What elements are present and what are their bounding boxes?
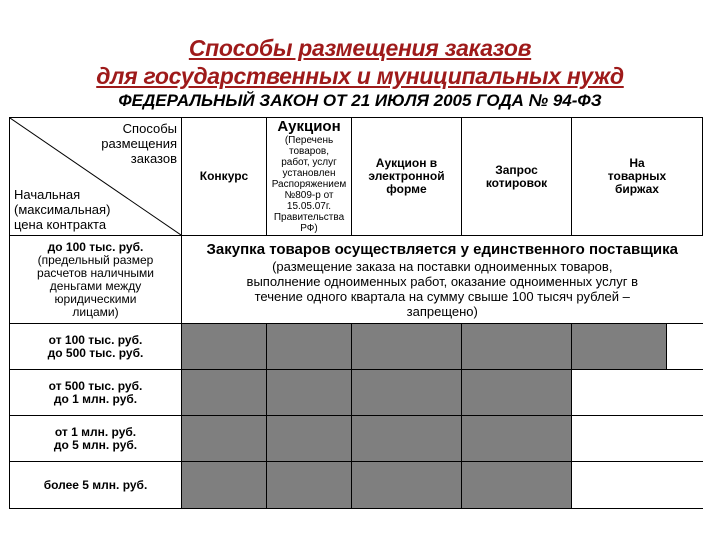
header-konkurs: Конкурс (182, 118, 267, 236)
row-label-line: от 100 тыс. руб. (48, 332, 143, 347)
auction-note-line: работ, услуг (281, 157, 337, 168)
electronic-auction-line: Аукцион в (375, 156, 438, 170)
row-label-line: до 1 млн. руб. (53, 391, 138, 406)
row-label-1m-5m (10, 416, 182, 462)
cell-konkurs (182, 324, 267, 370)
row-label-line: до 500 тыс. руб. (47, 345, 144, 360)
single-supplier-line: запрещено) (406, 303, 478, 319)
exchanges-line: товарных (607, 169, 667, 183)
row-label-line: от 1 млн. руб. (54, 424, 137, 439)
cell-auction (267, 370, 352, 416)
title-line-1: Способы размещения заказов (188, 35, 532, 61)
quotation-line: Запрос (495, 162, 538, 177)
cell-quotation-request (462, 324, 572, 370)
cell-konkurs (182, 370, 267, 416)
corner-methods-line: размещения (101, 136, 177, 151)
row-label-line: лицами) (72, 304, 119, 319)
electronic-auction-line: электронной (368, 169, 445, 183)
single-supplier-line: течение одного квартала на сумму свыше 100 тысяч рублей – (254, 288, 630, 304)
row-label-line: юридическими (54, 291, 137, 306)
header-exchanges (572, 118, 703, 236)
auction-note-line: 15.05.07г. (286, 201, 332, 212)
electronic-auction-line: форме (386, 182, 427, 196)
row-label-line: до 5 млн. руб. (53, 437, 138, 452)
header-row (10, 118, 703, 236)
row-over-5m (10, 462, 703, 509)
header-electronic-auction (352, 118, 462, 236)
cell-empty (667, 324, 703, 370)
exchanges-line: биржах (615, 182, 659, 196)
auction-note-line: Распоряжением (271, 179, 347, 190)
single-supplier-cell (182, 236, 703, 324)
corner-header-cell (10, 118, 182, 236)
header-auction (267, 118, 352, 236)
row-label-line: более 5 млн. руб. (43, 477, 148, 492)
cell-empty (572, 462, 703, 509)
auction-note-line: Правительства (273, 212, 345, 223)
cell-electronic-auction (352, 324, 462, 370)
row-label-line: (предельный размер (37, 252, 154, 267)
cell-auction (267, 462, 352, 509)
row-label-line: деньгами между (49, 278, 142, 293)
single-supplier-title: Закупка товаров осуществляется у единственного поставщика (206, 240, 678, 258)
cell-auction (267, 324, 352, 370)
auction-note-line: №809-р от (284, 190, 334, 201)
cell-auction (267, 416, 352, 462)
row-500k-1m (10, 370, 703, 416)
cell-empty (572, 416, 703, 462)
corner-methods-line: Способы (122, 121, 177, 136)
corner-price-line: цена контракта (14, 217, 107, 232)
cell-electronic-auction (352, 370, 462, 416)
cell-electronic-auction (352, 416, 462, 462)
quotation-line: котировок (485, 175, 548, 190)
cell-quotation-request (462, 370, 572, 416)
corner-price-line: (максимальная) (14, 202, 111, 217)
row-label-under-100k (10, 236, 182, 324)
cell-konkurs (182, 462, 267, 509)
row-label-line: расчетов наличными (37, 265, 154, 280)
auction-note-line: (Перечень товаров, (284, 135, 334, 157)
row-under-100k (10, 236, 703, 324)
cell-quotation-request (462, 416, 572, 462)
single-supplier-line: выполнение одноименных работ, оказание одноименных услуг в (246, 273, 638, 289)
auction-note-line: РФ) (300, 223, 318, 234)
cell-empty (572, 370, 703, 416)
procurement-table (9, 117, 703, 509)
subtitle-law: ФЕДЕРАЛЬНЫЙ ЗАКОН ОТ 21 ИЮЛЯ 2005 ГОДА № 94-ФЗ (118, 91, 602, 110)
single-supplier-text (182, 259, 703, 319)
corner-price-line: Начальная (14, 187, 81, 202)
row-label-line: от 500 тыс. руб. (48, 378, 143, 393)
cell-exchanges (572, 324, 667, 370)
single-supplier-line: (размещение заказа на поставки одноименных товаров, (272, 258, 613, 274)
row-label-500k-1m (10, 370, 182, 416)
cell-electronic-auction (352, 462, 462, 509)
corner-price-label (14, 187, 110, 232)
auction-title: Аукцион (277, 118, 341, 135)
cell-konkurs (182, 416, 267, 462)
exchanges-line: На (629, 156, 645, 170)
cell-quotation-request (462, 462, 572, 509)
header-quotation-request (462, 118, 572, 236)
row-label-over-5m (10, 462, 182, 509)
auction-note (267, 135, 351, 234)
title-line-2: для государственных и муниципальных нужд (96, 63, 624, 89)
row-label-100k-500k (10, 324, 182, 370)
corner-methods-label (101, 121, 177, 166)
row-1m-5m (10, 416, 703, 462)
auction-note-line: установлен (282, 168, 336, 179)
corner-methods-line: заказов (130, 151, 177, 166)
row-100k-500k (10, 324, 703, 370)
row-label-bold: до 100 тыс. руб. (47, 239, 144, 254)
